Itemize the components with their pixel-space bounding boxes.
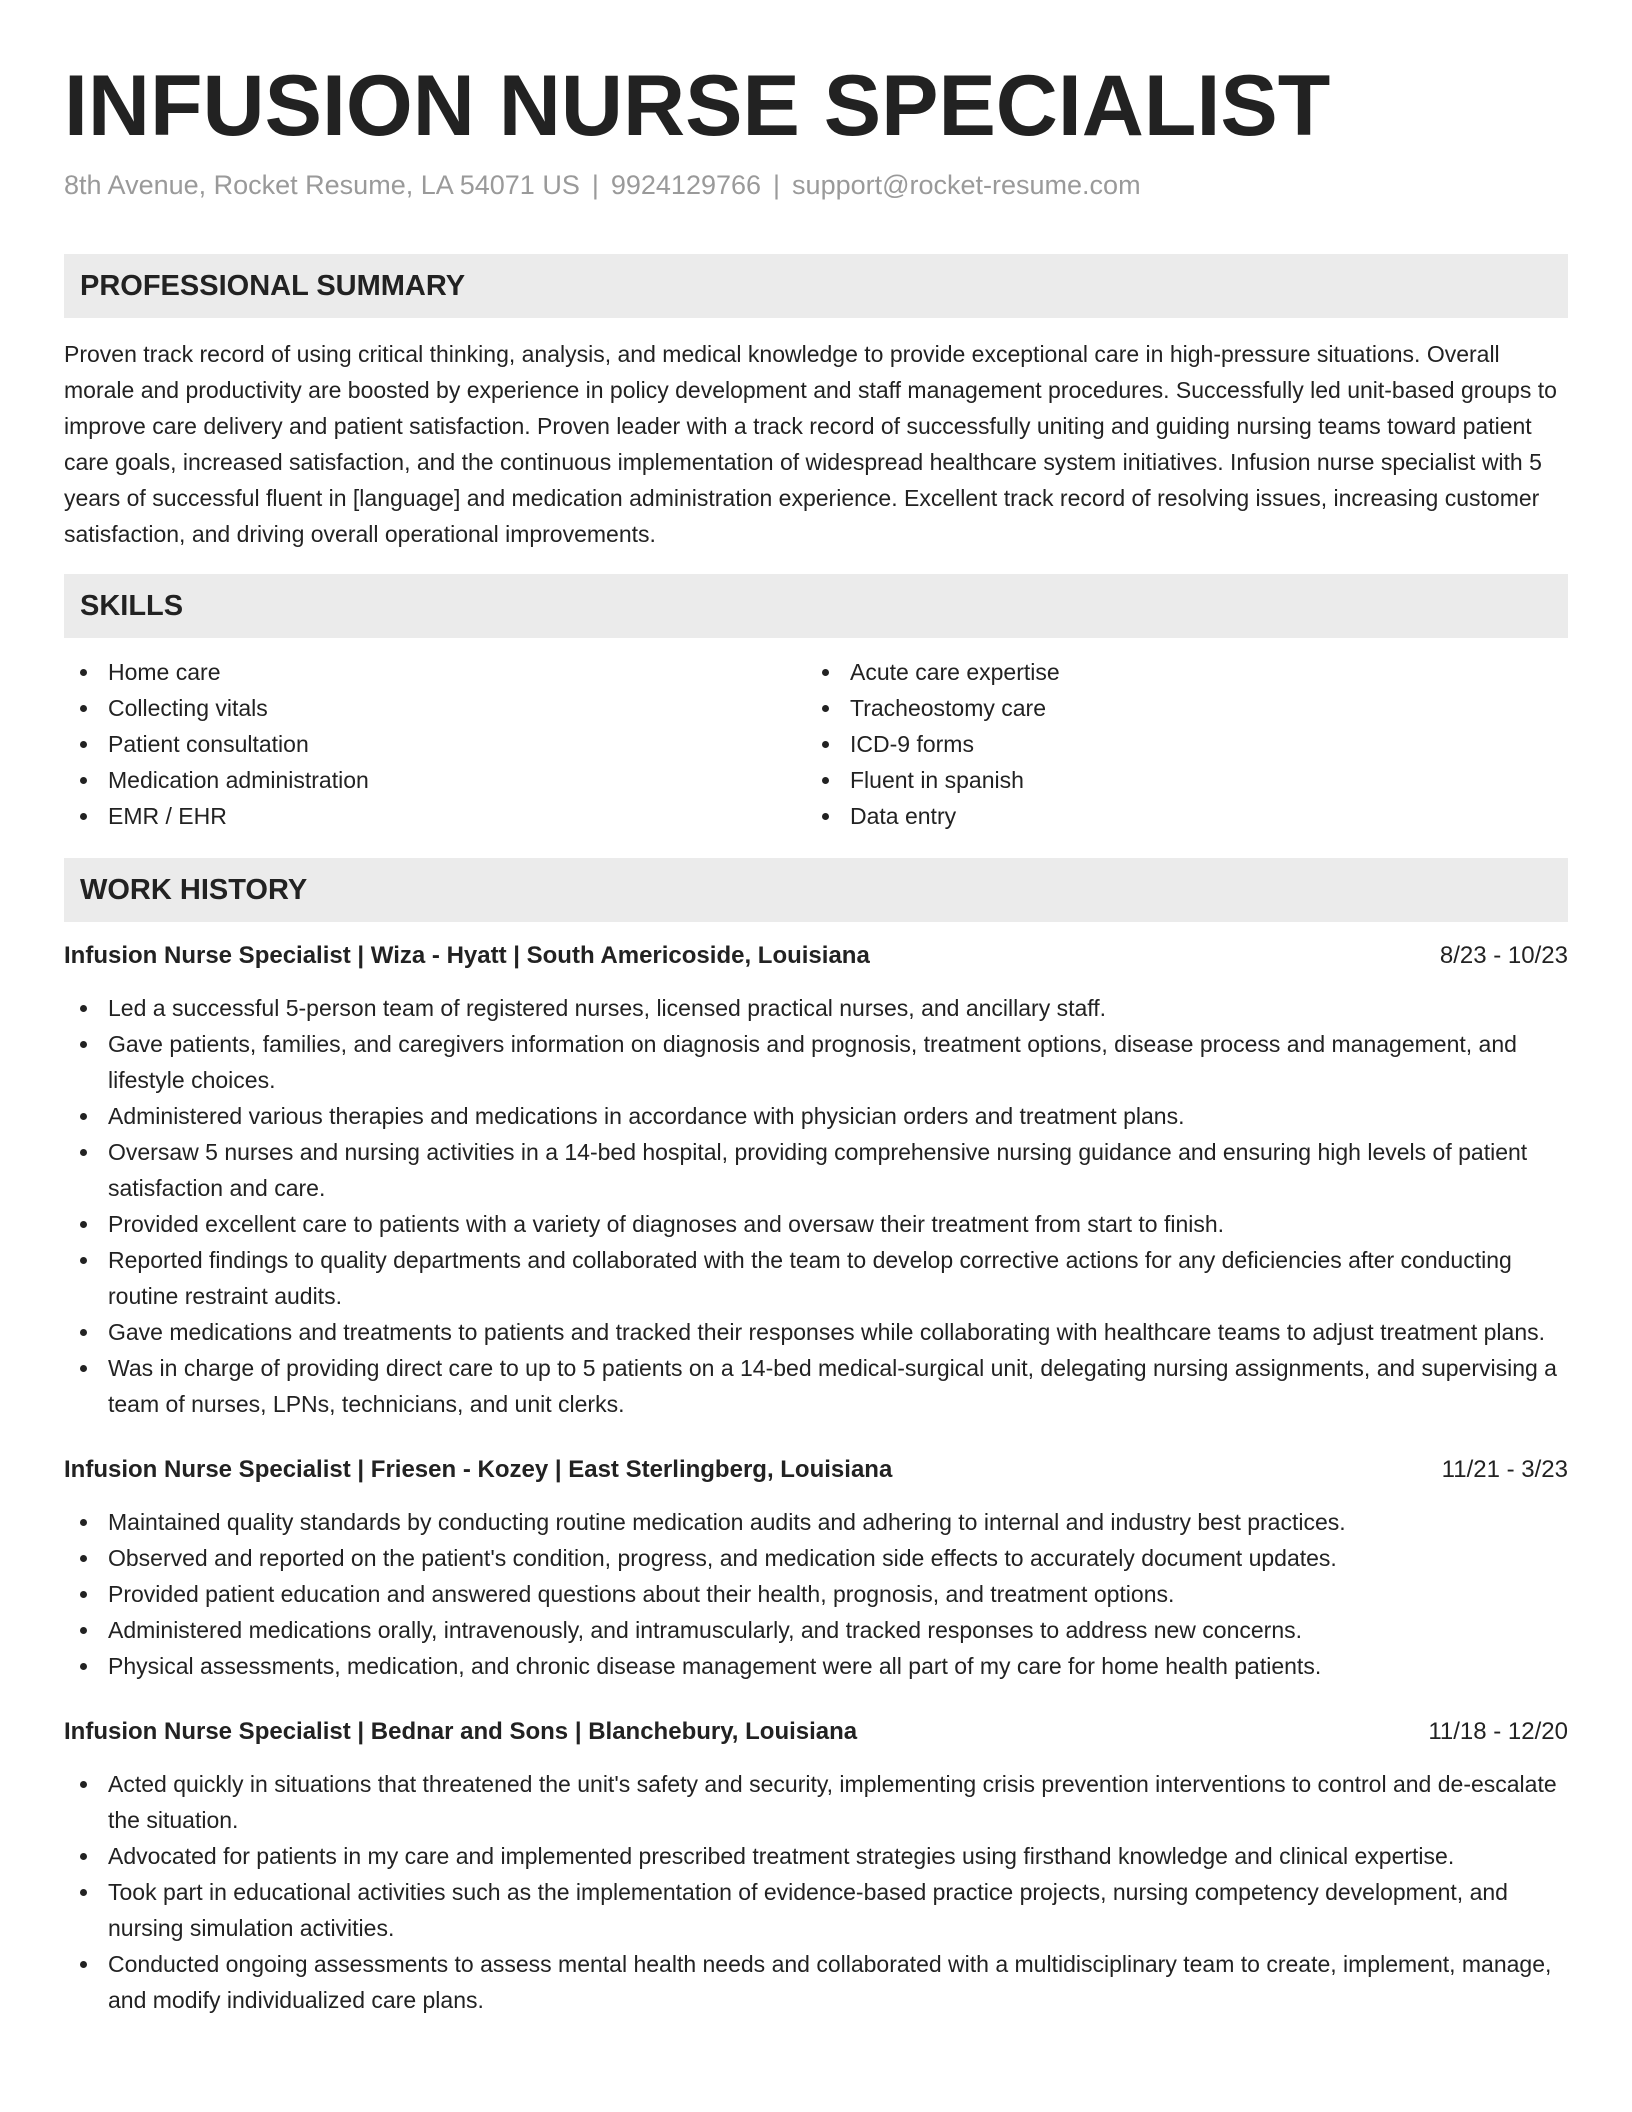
summary-section-header: PROFESSIONAL SUMMARY	[64, 254, 1568, 318]
skill-item: Fluent in spanish	[806, 762, 1548, 798]
job-bullets	[64, 1766, 1568, 2018]
job-bullet: Administered medications orally, intravenously, and intramuscularly, and tracked responses to address new concerns.	[64, 1612, 1568, 1648]
skill-item: Medication administration	[64, 762, 806, 798]
job-heading	[64, 1714, 1568, 1750]
job-title: Infusion Nurse Specialist | Wiza - Hyatt | South Americoside, Louisiana	[64, 942, 870, 969]
job-bullet: Gave medications and treatments to patients and tracked their responses while collaborating with healthcare teams to adjust treatment plans.	[64, 1314, 1568, 1350]
job-bullet: Advocated for patients in my care and implemented prescribed treatment strategies using firsthand knowledge and clinical expertise.	[64, 1838, 1568, 1874]
contact-email: support@rocket-resume.com	[792, 170, 1141, 200]
job-bullet: Conducted ongoing assessments to assess mental health needs and collaborated with a multidisciplinary team to create, implement, manage, and modify individualized care plans.	[64, 1946, 1568, 2018]
job-entry	[64, 1452, 1568, 1684]
job-bullet: Took part in educational activities such as the implementation of evidence-based practice projects, nursing competency development, and nursing simulation activities.	[64, 1874, 1568, 1946]
job-bullet: Reported findings to quality departments and collaborated with the team to develop corrective actions for any deficiencies after conducting routine restraint audits.	[64, 1242, 1568, 1314]
skills-list	[64, 654, 1568, 834]
job-bullet: Provided patient education and answered questions about their health, prognosis, and treatment options.	[64, 1576, 1568, 1612]
skill-item: Patient consultation	[64, 726, 806, 762]
skill-item: Acute care expertise	[806, 654, 1548, 690]
resume-name: INFUSION NURSE SPECIALIST	[64, 58, 1331, 154]
job-bullets	[64, 1504, 1568, 1684]
job-title: Infusion Nurse Specialist | Friesen - Kozey | East Sterlingberg, Louisiana	[64, 1456, 893, 1483]
job-bullet: Led a successful 5-person team of registered nurses, licensed practical nurses, and ancillary staff.	[64, 990, 1568, 1026]
contact-line	[64, 168, 1568, 202]
skill-item: EMR / EHR	[64, 798, 806, 834]
job-dates: 11/21 - 3/23	[1441, 1456, 1568, 1483]
job-bullet: Administered various therapies and medications in accordance with physician orders and treatment plans.	[64, 1098, 1568, 1134]
job-bullet: Gave patients, families, and caregivers information on diagnosis and prognosis, treatment options, disease process and management, and lifestyle choices.	[64, 1026, 1568, 1098]
resume-page	[64, 0, 1568, 2018]
contact-address: 8th Avenue, Rocket Resume, LA 54071 US	[64, 170, 580, 200]
job-bullet: Physical assessments, medication, and chronic disease management were all part of my care for home health patients.	[64, 1648, 1568, 1684]
job-bullet: Acted quickly in situations that threatened the unit's safety and security, implementing crisis prevention interventions to control and de-escalate the situation.	[64, 1766, 1568, 1838]
job-dates: 11/18 - 12/20	[1428, 1718, 1568, 1745]
skill-item: Collecting vitals	[64, 690, 806, 726]
job-bullet: Oversaw 5 nurses and nursing activities in a 14-bed hospital, providing comprehensive nursing guidance and ensuring high levels of patient satisfaction and care.	[64, 1134, 1568, 1206]
job-bullet: Observed and reported on the patient's condition, progress, and medication side effects to accurately document updates.	[64, 1540, 1568, 1576]
skills-column-left	[64, 654, 806, 834]
summary-text: Proven track record of using critical thinking, analysis, and medical knowledge to provide exceptional care in high-pressure situations. Overall morale and productivity are boosted by experience in policy development and staff management procedures. Successfully led unit-based groups to improve care delivery and patient satisfaction. Proven leader with a track record of successfully uniting and guiding nursing teams toward patient care goals, increased satisfaction, and the continuous implementation of widespread healthcare system initiatives. Infusion nurse specialist with 5 years of successful fluent in [language] and medication administration experience. Excellent track record of resolving issues, increasing customer satisfaction, and driving overall operational improvements.	[64, 341, 1557, 547]
job-entry	[64, 938, 1568, 1422]
job-title: Infusion Nurse Specialist | Bednar and Sons | Blanchebury, Louisiana	[64, 1718, 858, 1745]
contact-separator: |	[591, 170, 599, 200]
contact-phone: 9924129766	[610, 170, 762, 200]
skills-section-header: SKILLS	[64, 574, 1568, 638]
skill-item: Home care	[64, 654, 806, 690]
job-heading	[64, 938, 1568, 974]
skill-item: Data entry	[806, 798, 1548, 834]
job-bullet: Was in charge of providing direct care to up to 5 patients on a 14-bed medical-surgical unit, delegating nursing assignments, and supervising a team of nurses, LPNs, technicians, and unit clerks.	[64, 1350, 1568, 1422]
job-bullet: Maintained quality standards by conducting routine medication audits and adhering to internal and industry best practices.	[64, 1504, 1568, 1540]
contact-separator: |	[773, 170, 781, 200]
job-dates: 8/23 - 10/23	[1439, 942, 1568, 969]
job-bullets	[64, 990, 1568, 1422]
skills-column-right	[806, 654, 1548, 834]
skill-item: Tracheostomy care	[806, 690, 1548, 726]
job-bullet: Provided excellent care to patients with a variety of diagnoses and oversaw their treatment from start to finish.	[64, 1206, 1568, 1242]
job-heading	[64, 1452, 1568, 1488]
skill-item: ICD-9 forms	[806, 726, 1548, 762]
work-section-header: WORK HISTORY	[64, 858, 1568, 922]
job-entry	[64, 1714, 1568, 2018]
